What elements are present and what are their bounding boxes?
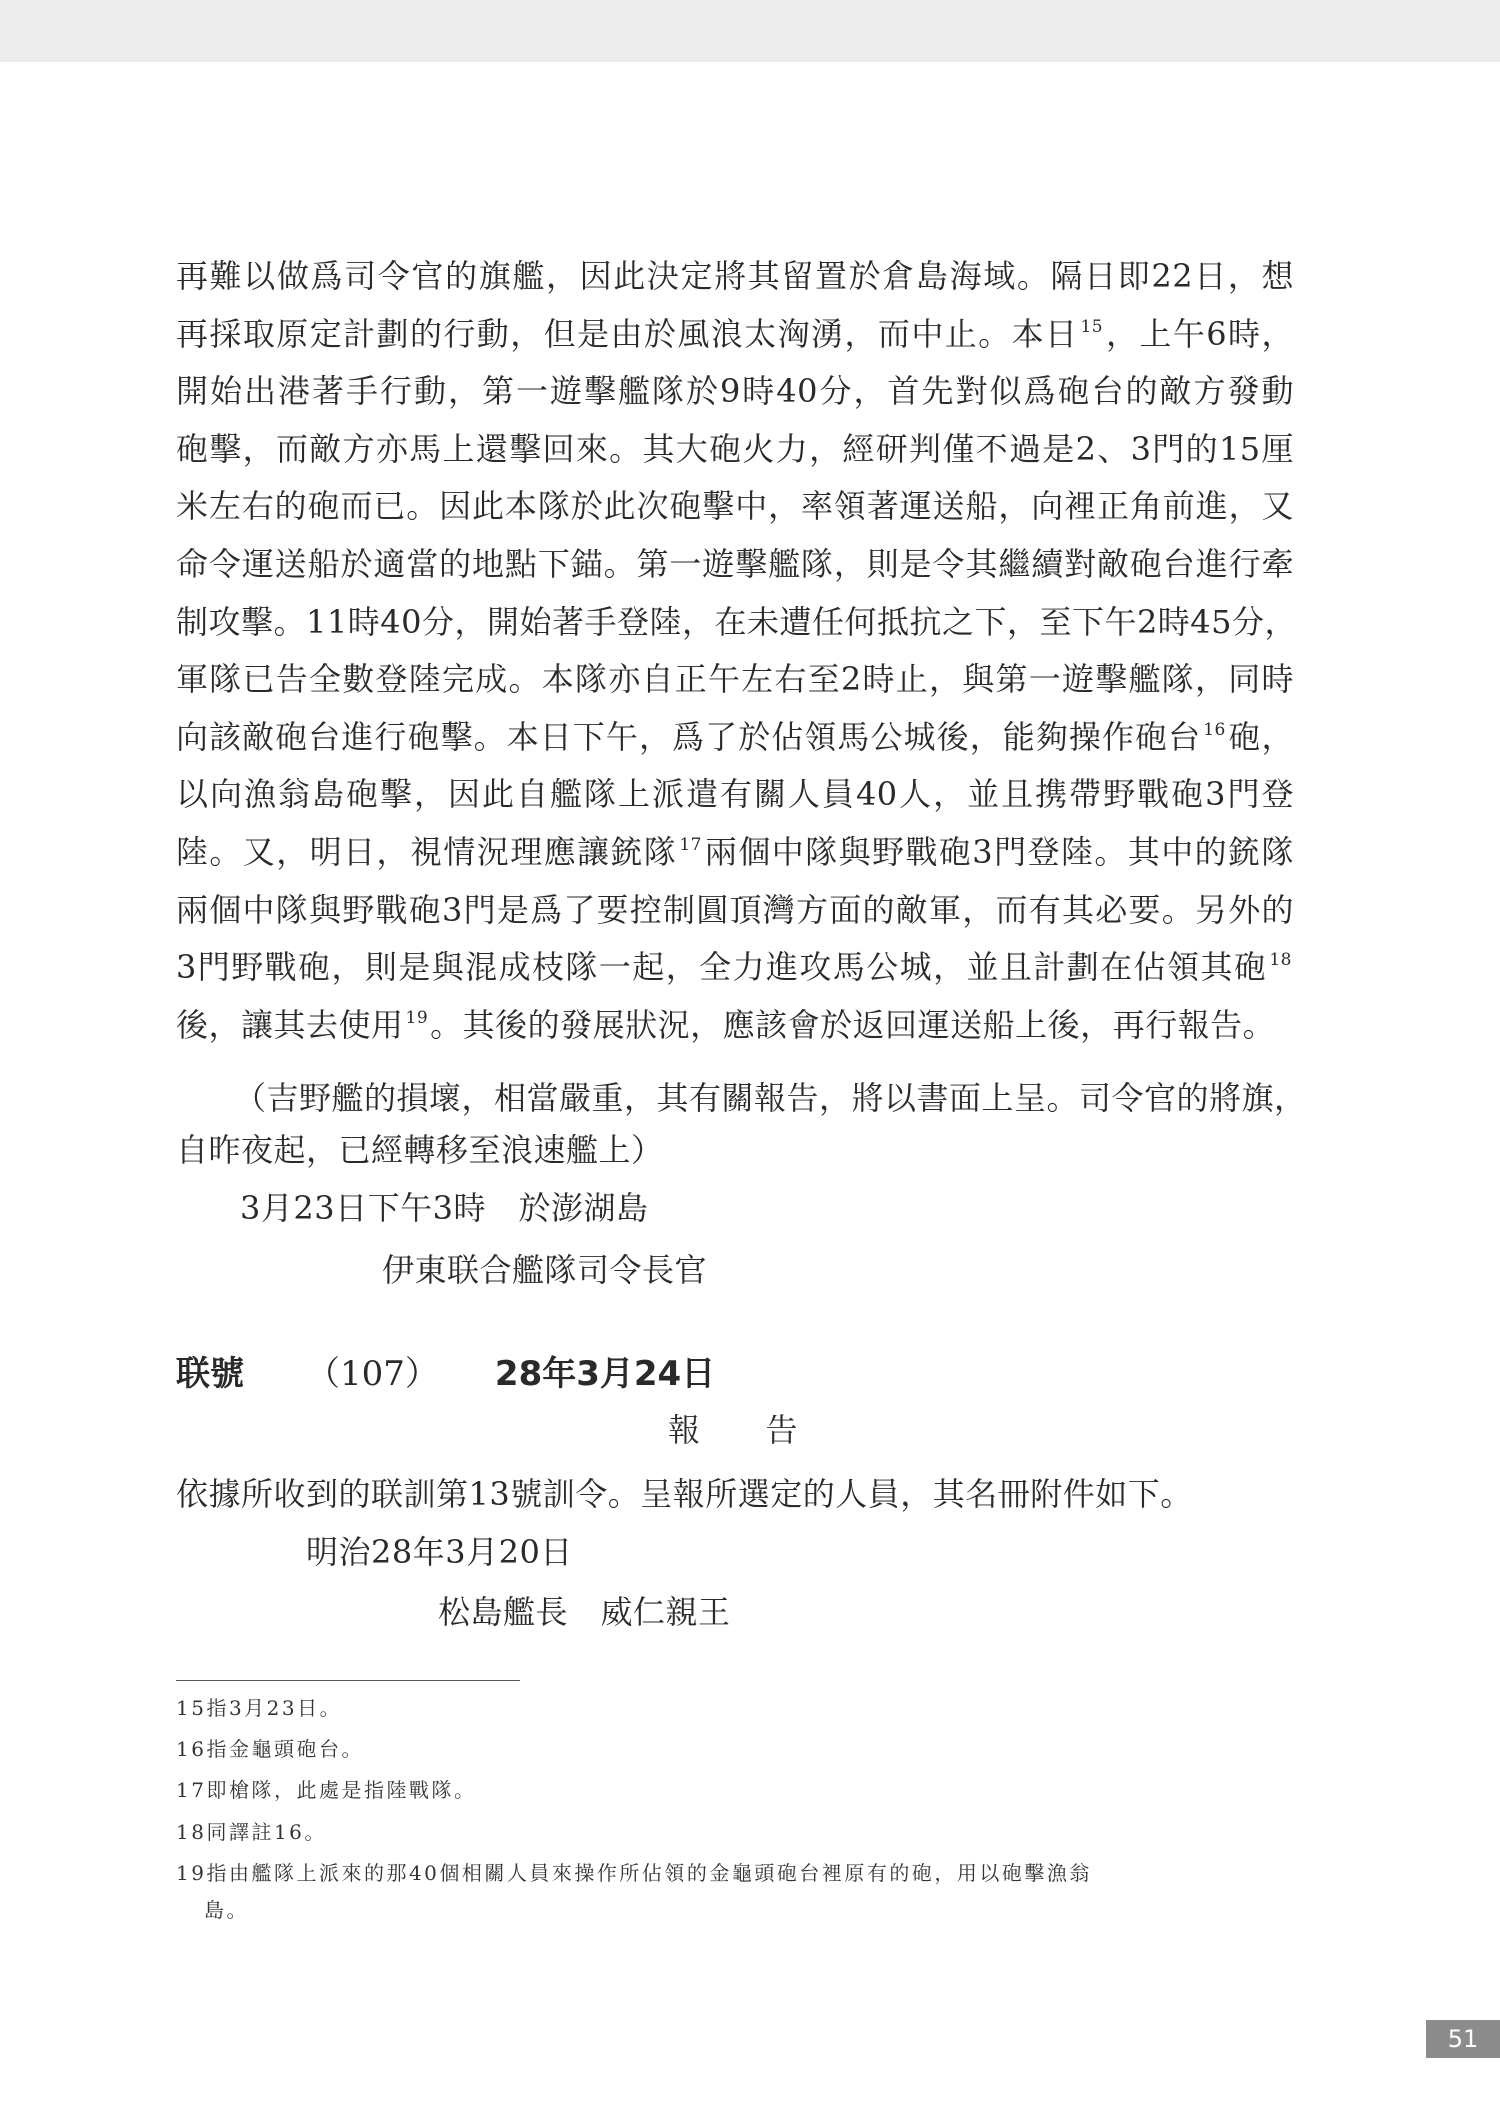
report-title: 報 告 xyxy=(668,1411,799,1449)
footnote-ref: 19 xyxy=(405,1008,429,1028)
body-line: 軍隊已告全數登陸完成。本隊亦自正午左右至2時止，與第一遊擊艦隊，同時 xyxy=(176,660,1294,698)
note-line-2: 自昨夜起，已經轉移至浪速艦上） xyxy=(176,1131,664,1169)
heading-label: 联號 xyxy=(176,1354,244,1394)
footnote-ref: 18 xyxy=(1269,950,1292,970)
body-line: 砲擊，而敵方亦馬上還擊回來。其大砲火力，經研判僅不過是2、3門的15厘 xyxy=(176,430,1294,468)
scan-top-strip xyxy=(0,0,1500,62)
body-line: 開始出港著手行動，第一遊擊艦隊於9時40分，首先對似爲砲台的敵方發動 xyxy=(176,372,1294,410)
note-line-1: （吉野艦的損壞，相當嚴重，其有關報告，將以書面上呈。司令官的將旗， xyxy=(234,1079,1307,1117)
heading-date: 28年3月24日 xyxy=(494,1354,716,1394)
signature-name: 伊東联合艦隊司令長官 xyxy=(382,1251,708,1289)
body-line: 米左右的砲而已。因此本隊於此次砲擊中，率領著運送船，向裡正角前進，又 xyxy=(176,487,1294,525)
body-line: 兩個中隊與野戰砲3門是爲了要控制圓頂灣方面的敵軍，而有其必要。另外的 xyxy=(176,891,1294,929)
signature-date: 3月23日下午3時 於澎湖島 xyxy=(240,1189,649,1227)
footnote-ref: 16 xyxy=(1203,720,1226,740)
footnote-19-continued: 島。 xyxy=(204,1898,249,1922)
footnote-15: 15指3月23日。 xyxy=(176,1696,343,1720)
body-line: 制攻擊。11時40分，開始著手登陸，在未遭任何抵抗之下，至下午2時45分， xyxy=(176,603,1298,641)
footnote-divider xyxy=(176,1680,520,1681)
footnote-19: 19指由艦隊上派來的那40個相關人員來操作所佔領的金龜頭砲台裡原有的砲，用以砲擊漁翁 xyxy=(176,1861,1092,1885)
footnote-18: 18同譯註16。 xyxy=(176,1820,327,1844)
heading-number: （107） xyxy=(306,1354,439,1394)
body-line: 後，讓其去使用 $^{19}$。其後的發展狀況，應該會於返回運送船上後，再行報告。 xyxy=(176,1006,1276,1044)
body-line: 命令運送船於適當的地點下錨。第一遊擊艦隊，則是令其繼續對敵砲台進行牽 xyxy=(176,545,1294,583)
report-date: 明治28年3月20日 xyxy=(306,1533,573,1571)
body-line: 向該敵砲台進行砲擊。本日下午，爲了於佔領馬公城後，能夠操作砲台 $^{16}$砲， xyxy=(176,718,1294,756)
report-signature: 松島艦長 威仁親王 xyxy=(438,1593,731,1631)
body-line: 再採取原定計劃的行動，但是由於風浪太洶湧，而中止。本日 $^{15}$，上午6時， xyxy=(176,315,1294,353)
body-line: 3門野戰砲，則是與混成枝隊一起，全力進攻馬公城，並且計劃在佔領其砲 $^{18}$ xyxy=(176,948,1292,986)
body-line: 再難以做爲司令官的旗艦，因此決定將其留置於倉島海域。隔日即22日，想 xyxy=(176,257,1294,295)
document-heading xyxy=(176,1352,715,1396)
report-body: 依據所收到的联訓第13號訓令。呈報所選定的人員，其名冊附件如下。 xyxy=(176,1475,1193,1513)
page-number: 51 xyxy=(1426,2020,1500,2058)
footnote-16: 16指金龜頭砲台。 xyxy=(176,1737,364,1761)
footnote-17: 17即槍隊，此處是指陸戰隊。 xyxy=(176,1778,477,1802)
footnote-ref: 15 xyxy=(1080,317,1104,337)
body-line: 以向漁翁島砲擊，因此自艦隊上派遣有關人員40人，並且携帶野戰砲3門登 xyxy=(176,775,1294,813)
body-line: 陸。又，明日，視情況理應讓銃隊 $^{17}$兩個中隊與野戰砲3門登陸。其中的銃隊 xyxy=(176,833,1294,871)
footnote-ref: 17 xyxy=(679,835,702,855)
